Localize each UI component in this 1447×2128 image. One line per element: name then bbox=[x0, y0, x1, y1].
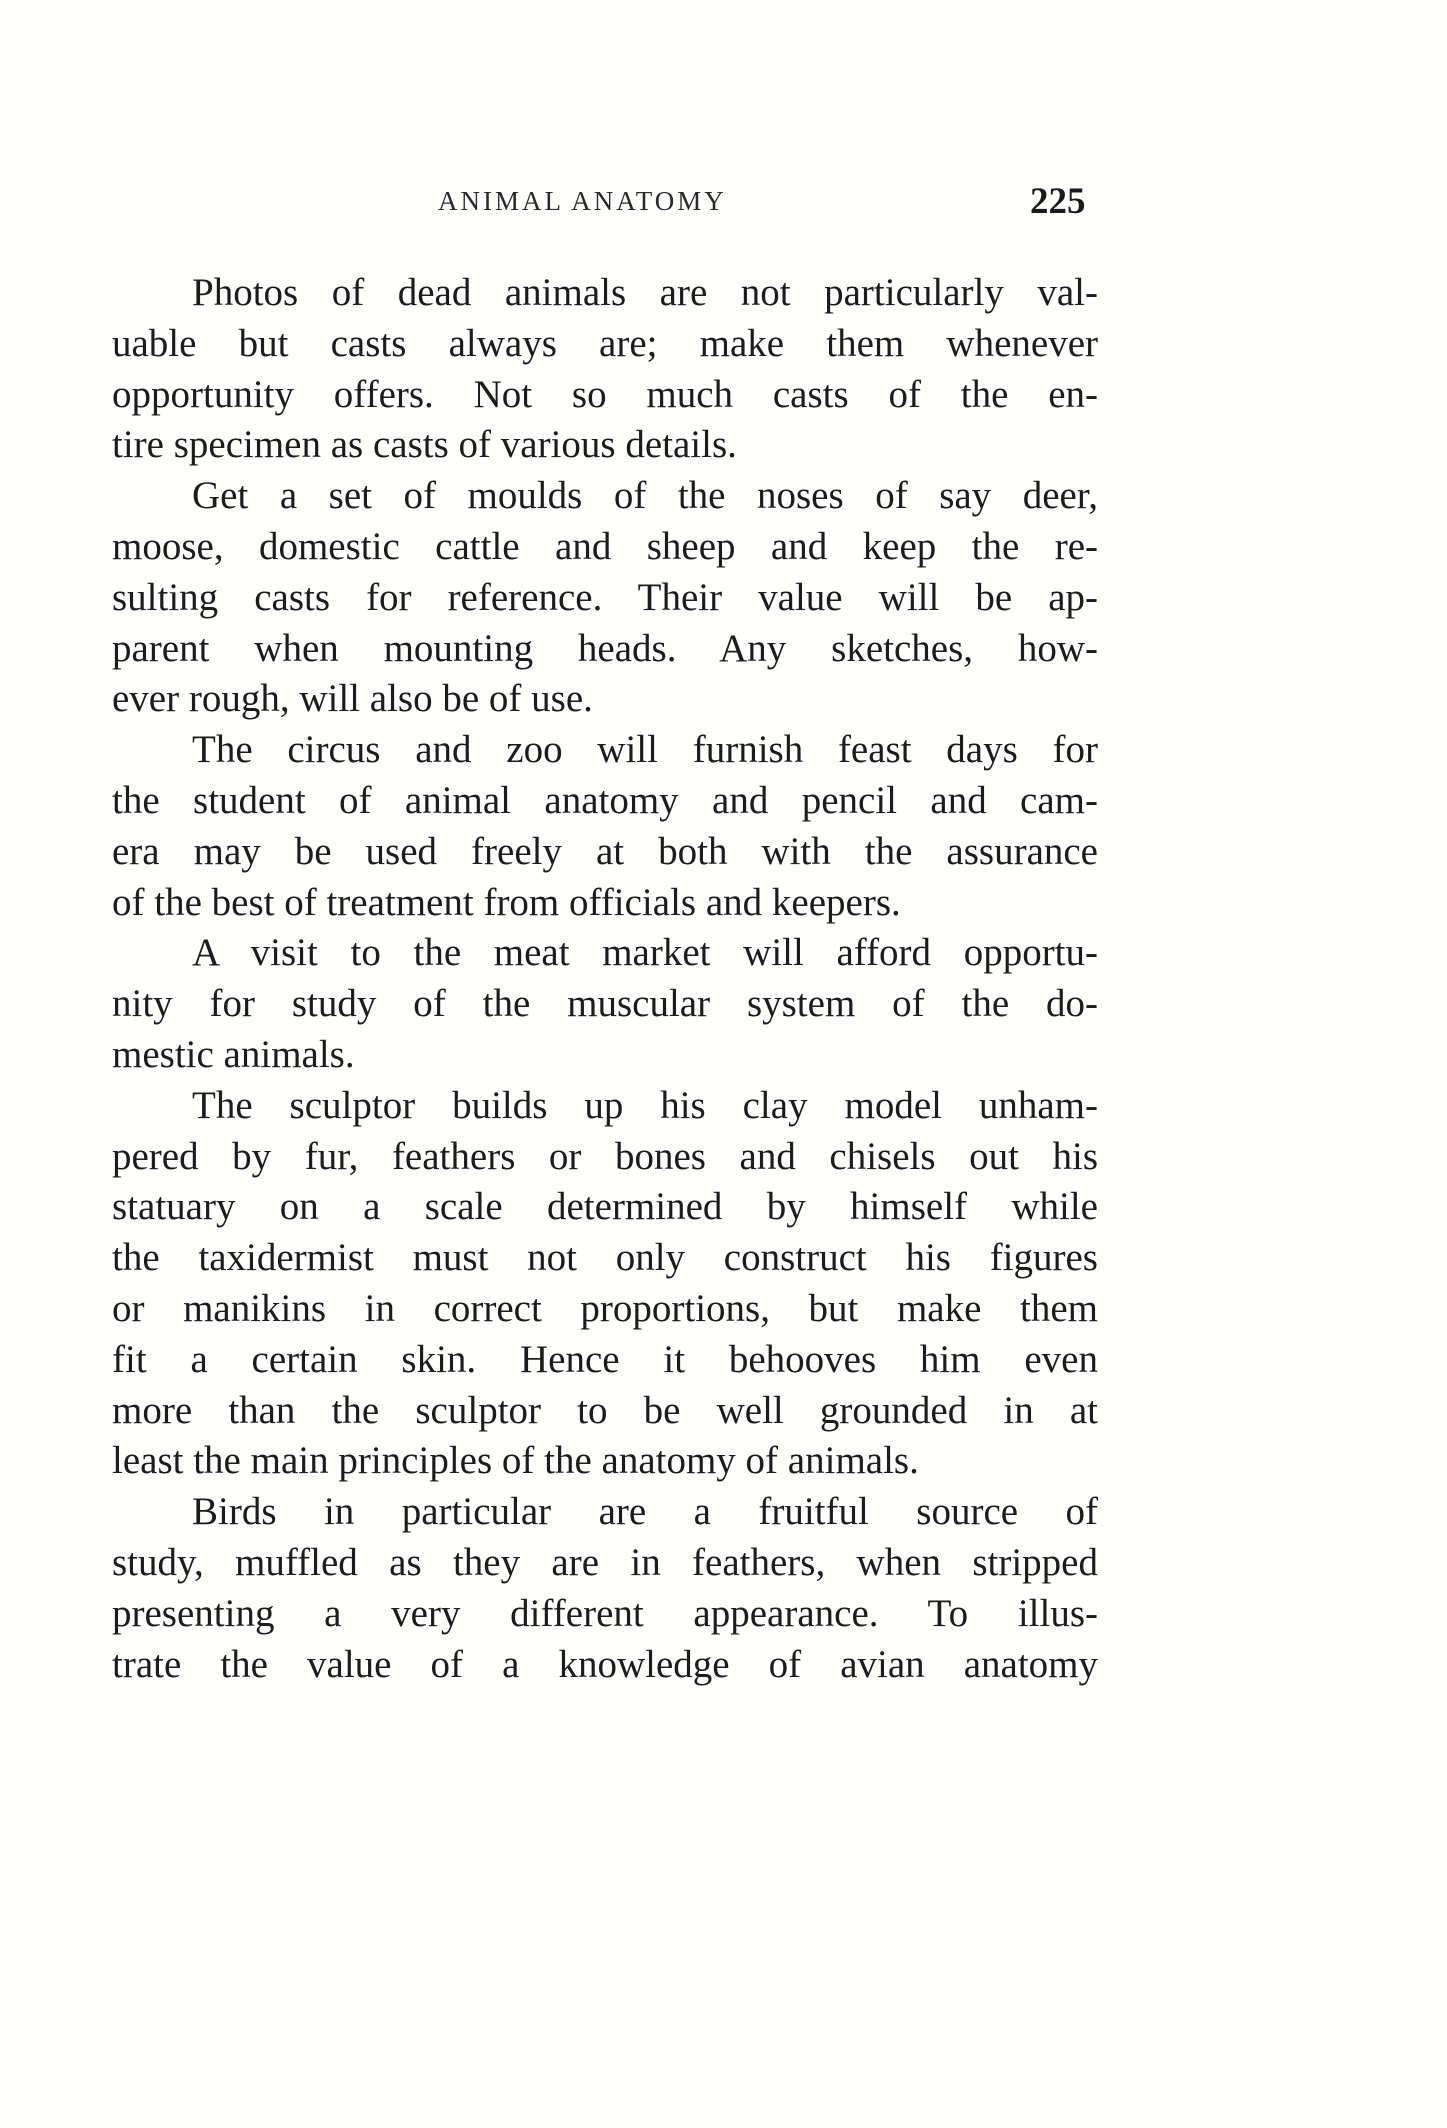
text-line: era may be used freely at both with the assurance bbox=[112, 829, 1098, 873]
text-line: trate the value of a knowledge of avian anatomy bbox=[112, 1642, 1098, 1686]
text-line: nity for study of the muscular system of the do- bbox=[112, 982, 1098, 1026]
text-line: tire specimen as casts of various details. bbox=[112, 423, 737, 467]
text-line: study, muffled as they are in feathers, when stripped bbox=[112, 1540, 1098, 1584]
text-line: presenting a very different appearance. To illus- bbox=[112, 1591, 1098, 1635]
text-line: mestic animals. bbox=[112, 1032, 355, 1076]
running-title: ANIMAL ANATOMY bbox=[438, 186, 727, 216]
text-line: Photos of dead animals are not particularly val- bbox=[192, 271, 1098, 314]
text-line: opportunity offers. Not so much casts of the en- bbox=[112, 372, 1098, 416]
text-line: pered by fur, feathers or bones and chisels out his bbox=[112, 1134, 1098, 1178]
text-line: Birds in particular are a fruitful source of bbox=[192, 1490, 1098, 1534]
text-line: The sculptor builds up his clay model unham- bbox=[192, 1083, 1098, 1127]
text-line: Get a set of moulds of the noses of say deer, bbox=[192, 474, 1098, 518]
running-head bbox=[0, 181, 1447, 226]
text-line: statuary on a scale determined by himself while bbox=[112, 1185, 1098, 1229]
text-line: or manikins in correct proportions, but make them bbox=[112, 1286, 1098, 1330]
text-line: uable but casts always are; make them whenever bbox=[112, 321, 1098, 365]
text-line: the student of animal anatomy and pencil and cam- bbox=[112, 778, 1098, 822]
text-line: sulting casts for reference. Their value will be ap- bbox=[112, 575, 1098, 619]
text-line: A visit to the meat market will afford opportu- bbox=[192, 931, 1098, 975]
page-number: 225 bbox=[1030, 181, 1086, 222]
text-line: moose, domestic cattle and sheep and keep the re- bbox=[112, 524, 1098, 568]
text-line: the taxidermist must not only construct his figures bbox=[112, 1236, 1098, 1280]
text-line: The circus and zoo will furnish feast days for bbox=[192, 728, 1098, 772]
text-line: more than the sculptor to be well grounded in at bbox=[112, 1388, 1098, 1432]
body-text bbox=[112, 268, 1098, 1690]
text-line: of the best of treatment from officials and keepers. bbox=[112, 880, 901, 924]
text-line: least the main principles of the anatomy of animals. bbox=[112, 1439, 919, 1483]
text-line: parent when mounting heads. Any sketches, how- bbox=[112, 626, 1098, 670]
text-line: fit a certain skin. Hence it behooves him even bbox=[112, 1337, 1098, 1381]
text-line: ever rough, will also be of use. bbox=[112, 677, 593, 721]
